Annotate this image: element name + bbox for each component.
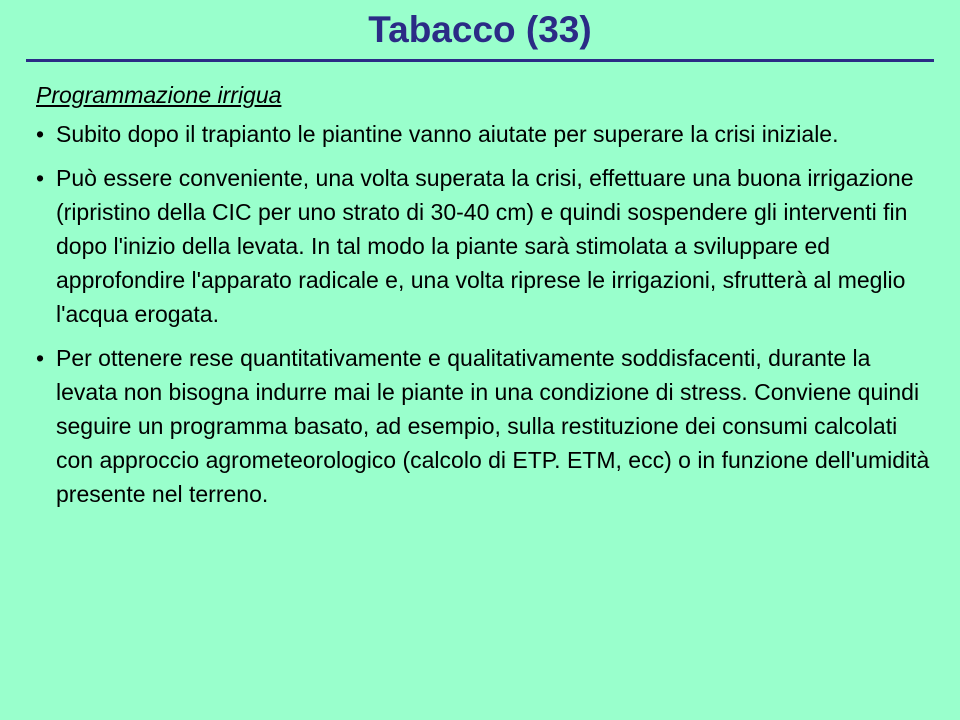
- bullet-text: Subito dopo il trapianto le piantine vanno aiutate per superare la crisi iniziale.: [56, 121, 839, 147]
- bullet-text: Per ottenere rese quantitativamente e qualitativamente soddisfacenti, durante la levata non bisogna indurre mai le piante in una condizione di stress. Conviene quindi seguire un programma basato, ad esempio, sulla restituzione dei consumi calcolati con approccio agrometeorologico (calcolo di ETP. ETM, ecc) o in funzione dell'umidità presente nel terreno.: [56, 345, 930, 507]
- title-underline-divider: [26, 59, 934, 62]
- bullet-item: [36, 117, 936, 151]
- section-heading: Programmazione irrigua: [36, 82, 282, 108]
- slide-title: Tabacco (33): [368, 9, 592, 50]
- bullet-item: [36, 341, 936, 511]
- bullet-dot-icon: •: [36, 165, 45, 191]
- bullet-text: Può essere conveniente, una volta superata la crisi, effettuare una buona irrigazione (ripristino della CIC per uno strato di 30-40 cm) e quindi sospendere gli interventi fin dopo l'inizio della levata. In tal modo la piante sarà stimolata a sviluppare ed approfondire l'apparato radicale e, una volta riprese le irrigazioni, sfrutterà al meglio l'acqua erogata.: [56, 165, 914, 327]
- bullet-item: [36, 161, 936, 331]
- bullet-dot-icon: •: [36, 121, 45, 147]
- bullet-dot-icon: •: [36, 345, 45, 371]
- bullet-list: [36, 117, 936, 521]
